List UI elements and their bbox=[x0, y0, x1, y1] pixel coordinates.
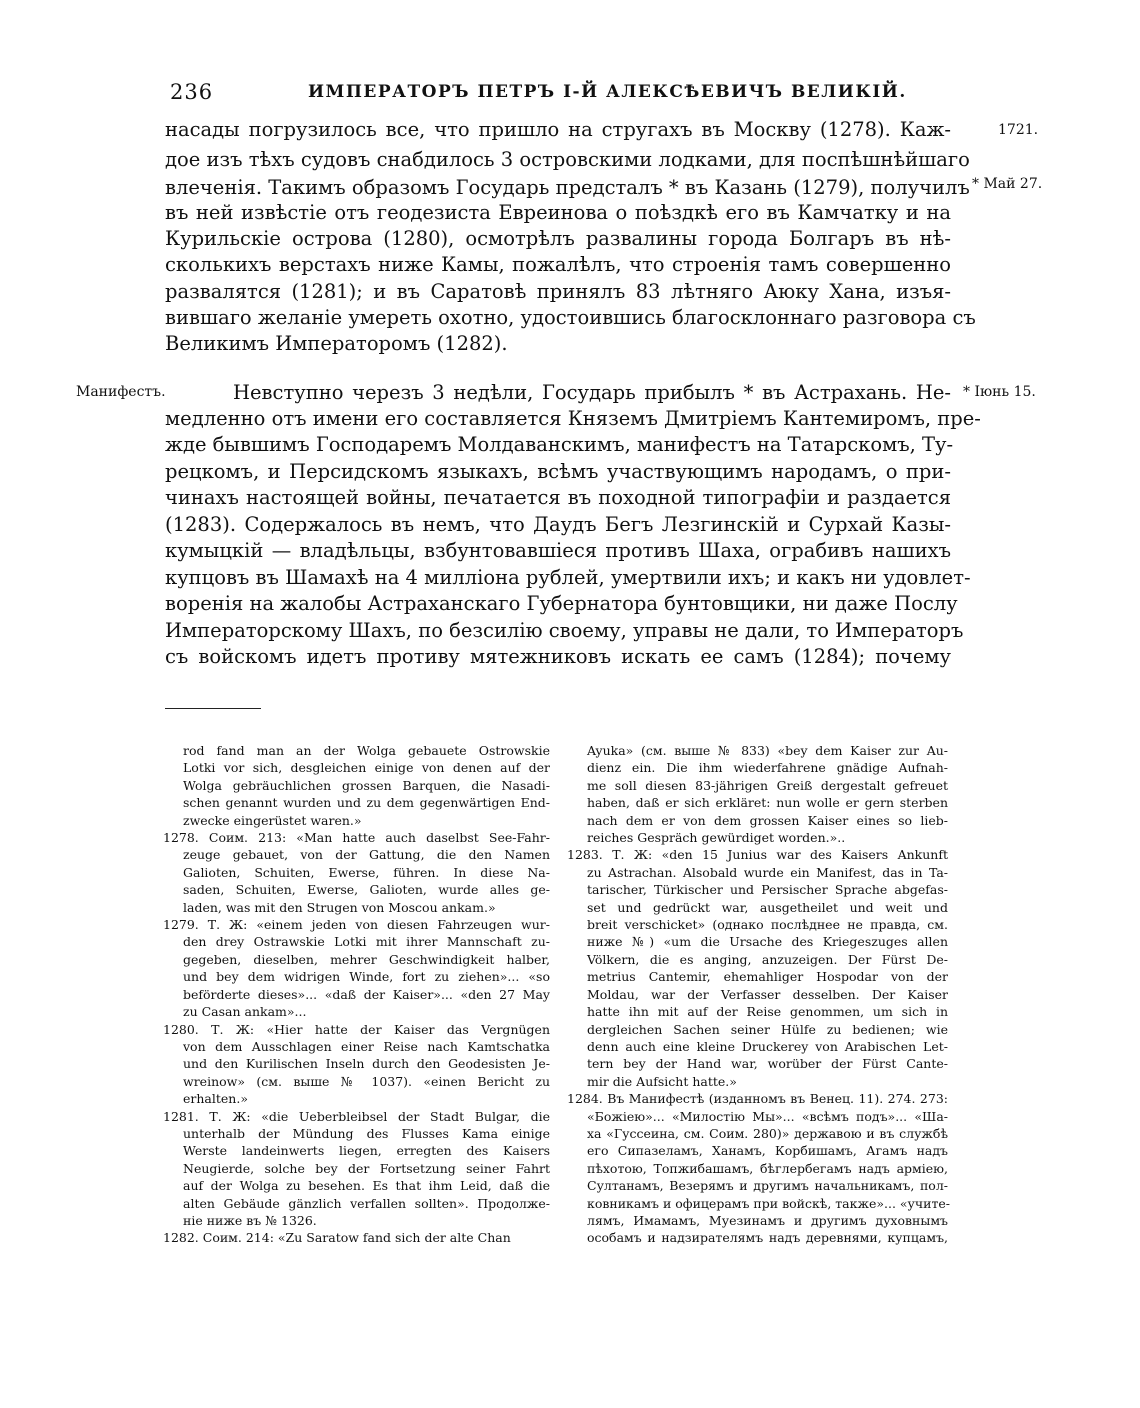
main-text-line: жде бывшимъ Господаремъ Молдаванскимъ, манифестъ на Татарскомъ, Ту- bbox=[165, 433, 954, 456]
footnote-line: «Божіею»... «Милостію Мы»... «всѣмъ подъ»... «Ша- bbox=[587, 1108, 948, 1124]
footnote-line: dergleichen Sachen seiner Hülfe zu bedienen; wie bbox=[587, 1021, 948, 1037]
footnote-line: его Сипазеламъ, Ханамъ, Корбишамъ, Агамъ надъ bbox=[587, 1143, 948, 1159]
footnote-line: dienz ein. Die ihm wiederfahrene gnädige Aufnah- bbox=[587, 760, 948, 776]
footnote-line: gegeben, dieselben, mehrer Geschwindigkeit halber, bbox=[183, 951, 550, 967]
footnote-line: 1283. Т. Ж: «den 15 Junius war des Kaisers Ankunft bbox=[567, 847, 948, 863]
footnote-line: laden, was mit den Strugen von Moscou ankam.» bbox=[183, 899, 496, 915]
footnote-line: saden, Schuiten, Ewerse, Galioten, wurde alles ge- bbox=[183, 882, 550, 898]
footnote-line: den drey Ostrawskie Lotki mit ihrer Mannschaft zu- bbox=[183, 934, 550, 950]
footnote-line: особамъ и надзирателямъ надъ деревнями, купцамъ, bbox=[587, 1230, 948, 1246]
footnote-line: Ayuka» (см. выше № 833) «bey dem Kaiser zur Au- bbox=[587, 743, 948, 758]
footnote-line: und den Kurilischen Inseln durch den Geodesisten Je- bbox=[183, 1056, 550, 1072]
footnote-line: zwecke eingerüstet waren.» bbox=[183, 812, 362, 828]
footnote-line: auf der Wolga zu besehen. Es that ihm Leid, daß die bbox=[183, 1178, 550, 1194]
footnote-line: breit verschicket» (однако послѣднее не правда, см. bbox=[587, 917, 948, 933]
footnote-line: schen genannt wurden und zu dem gegenwärtigen End- bbox=[183, 795, 550, 811]
main-text-line: сколькихъ верстахъ ниже Камы, пожалѣлъ, что строенія тамъ совершенно bbox=[165, 253, 951, 276]
main-text-line: дое изъ тѣхъ судовъ снабдилось 3 островскими лодками, для поспѣшнѣйшаго bbox=[165, 148, 970, 171]
margin-manifest-label: Манифестъ. bbox=[76, 384, 166, 400]
main-text-line: влеченія. Такимъ образомъ Государь предсталъ * въ Казань (1279), получилъ bbox=[165, 176, 970, 199]
footnote-line: unterhalb der Mündung des Flusses Kama einige bbox=[183, 1125, 550, 1141]
main-text-line: съ войскомъ идетъ противу мятежниковъ искать ее самъ (1284); почему bbox=[165, 645, 951, 668]
footnote-line: denn auch eine kleine Druckerey von Arabischen Let- bbox=[587, 1038, 948, 1054]
footnote-line: 1279. Т. Ж: «einem jeden von diesen Fahrzeugen wur- bbox=[163, 917, 550, 933]
footnote-line: set und gedrückt war, ausgetheilet und weit und bbox=[587, 899, 948, 915]
footnote-line: nach dem er von dem grossen Kaiser eines so lieb- bbox=[587, 812, 948, 828]
main-text-line: Курильскіе острова (1280), осмотрѣлъ развалины города Болгаръ въ нѣ- bbox=[165, 227, 951, 250]
main-text-line: чинахъ настоящей войны, печатается въ походной типографіи и раздается bbox=[165, 486, 951, 509]
main-text-line: развалятся (1281); и въ Саратовѣ принялъ 83 лѣтняго Аюку Хана, изъя- bbox=[165, 280, 951, 303]
footnote-line: Werste landeinwerts liegen, erregten des Kaisers bbox=[183, 1143, 550, 1159]
running-title: ИМПЕРАТОРЪ ПЕТРЪ I-Й АЛЕКСѢЕВИЧЪ ВЕЛИКІЙ. bbox=[308, 82, 907, 102]
footnote-line: ниже №) «um die Ursache des Kriegeszuges allen bbox=[587, 934, 948, 950]
footnote-line: zu Astrachan. Alsobald wurde ein Manifest, das in Ta- bbox=[587, 864, 948, 880]
footnote-line: 1281. Т. Ж: «die Ueberbleibsel der Stadt Bulgar, die bbox=[163, 1108, 550, 1124]
footnotes-left-column bbox=[163, 742, 550, 1247]
main-text-line: Императорскому Шахъ, по безсилію своему, управы не дали, то Императоръ bbox=[165, 619, 964, 642]
footnote-line: tarischer, Türkischer und Persischer Sprache abgefas- bbox=[587, 882, 948, 898]
footnote-line: beförderte dieses»... «daß der Kaiser»... «den 27 May bbox=[183, 986, 550, 1002]
footnote-line: Lotki vor sich, desgleichen einige von denen auf der bbox=[183, 760, 550, 776]
footnote-line: Султанамъ, Везерямъ и другимъ начальникамъ, пол- bbox=[587, 1178, 948, 1194]
main-text-line: (1283). Содержалось въ немъ, что Даудъ Бегъ Лезгинскій и Сурхай Казы- bbox=[165, 513, 951, 536]
footnote-line: лямъ, Имамамъ, Муезинамъ и другимъ духовнымъ bbox=[587, 1212, 948, 1228]
margin-date-may: * Май 27. bbox=[972, 176, 1043, 192]
footnote-line: rod fand man an der Wolga gebauete Ostrowskie bbox=[183, 743, 550, 758]
main-text-line: кумыцкій — владѣльцы, взбунтовавшіеся противъ Шаха, ограбивъ нашихъ bbox=[165, 539, 951, 562]
footnote-line: Moldau, war der Verfasser desselben. Der Kaiser bbox=[587, 986, 948, 1002]
main-text-line: Невступно черезъ 3 недѣли, Государь прибылъ * въ Астрахань. Не- bbox=[233, 381, 951, 404]
footnote-line: ніе ниже въ № 1326. bbox=[183, 1212, 317, 1228]
main-text-line: медленно отъ имени его составляется Княземъ Дмитріемъ Кантемиромъ, пре- bbox=[165, 407, 981, 430]
footnote-line: 1280. Т. Ж: «Hier hatte der Kaiser das Vergnügen bbox=[163, 1021, 550, 1037]
main-text-line: рецкомъ, и Персидскомъ языкахъ, всѣмъ участвующимъ народамъ, о при- bbox=[165, 460, 951, 483]
footnotes-right-column bbox=[567, 742, 951, 1247]
footnote-line: Wolga gebräuchlichen grossen Barquen, die Nasadi- bbox=[183, 777, 550, 793]
footnote-line: mir die Aufsicht hatte.» bbox=[587, 1073, 737, 1089]
main-text-line: въ ней извѣстіе отъ геодезиста Евреинова о поѣздкѣ его въ Камчатку и на bbox=[165, 201, 951, 224]
footnote-line: ха «Гуссеина, см. Соим. 280)» державою и въ службѣ bbox=[587, 1125, 948, 1141]
footnote-line: alten Gebäude gänzlich verfallen sollten». Продолже- bbox=[183, 1195, 550, 1211]
main-text-line: насады погрузилось все, что пришло на стругахъ въ Москву (1278). Каж- bbox=[165, 118, 951, 141]
footnote-line: metrius Cantemir, ehemahliger Hospodar von der bbox=[587, 969, 948, 985]
footnote-line: erhalten.» bbox=[183, 1091, 248, 1107]
footnote-line: reiches Gespräch gewürdiget worden.».. bbox=[587, 830, 846, 846]
margin-date-june: * Іюнь 15. bbox=[963, 384, 1036, 400]
footnote-line: 1282. Соим. 214: «Zu Saratow fand sich der alte Chan bbox=[163, 1230, 511, 1246]
footnote-line: Neugierde, solche bey der Fortsetzung seiner Fahrt bbox=[183, 1160, 550, 1176]
page-number: 236 bbox=[170, 80, 214, 104]
main-text-line: вившаго желаніе умереть охотно, удостоившись благосклоннаго разговора съ bbox=[165, 306, 976, 329]
main-text-line: купцовъ въ Шамахѣ на 4 милліона рублей, умертвили ихъ; и какъ ни удовлет- bbox=[165, 566, 971, 589]
footnote-line: 1278. Соим. 213: «Man hatte auch daselbst See-Fahr- bbox=[163, 830, 550, 846]
main-text-line: воренія на жалобы Астраханскаго Губернатора бунтовщики, ни даже Послу bbox=[165, 592, 958, 615]
footnote-line: hatte ihn mit auf der Reise genommen, um sich in bbox=[587, 1004, 948, 1020]
footnote-line: tern bey der Hand war, worüber der Fürst Cante- bbox=[587, 1056, 948, 1072]
footnote-line: zeuge gebauet, von der Gattung, die den Namen bbox=[183, 847, 550, 863]
footnote-line: me soll diesen 83-jährigen Greiß dergestalt gefreuet bbox=[587, 777, 948, 793]
footnote-separator-rule bbox=[165, 708, 261, 709]
footnote-line: ковникамъ и офицерамъ при войскѣ, также»... «учите- bbox=[587, 1195, 951, 1211]
footnote-line: von dem Ausschlagen einer Reise nach Kamtschatka bbox=[183, 1038, 550, 1054]
footnote-line: Völkern, die es anging, anzuzeigen. Der Fürst De- bbox=[587, 951, 948, 967]
footnote-line: zu Casan ankam»... bbox=[183, 1004, 307, 1020]
footnote-line: пѣхотою, Топжибашамъ, бѣглербегамъ надъ арміею, bbox=[587, 1160, 948, 1176]
footnote-line: 1284. Въ Манифестѣ (изданномъ въ Венец. 11). 274. 273: bbox=[567, 1091, 948, 1107]
footnote-line: wreinow» (см. выше № 1037). «einen Bericht zu bbox=[183, 1073, 550, 1089]
margin-year: 1721. bbox=[998, 122, 1039, 138]
footnote-line: haben, daß er sich erkläret: nun wolle er gern sterben bbox=[587, 795, 948, 811]
footnote-line: Galioten, Schuiten, Ewerse, führen. In diese Na- bbox=[183, 864, 550, 880]
footnote-line: und bey dem widrigen Winde, fort zu ziehen»... «so bbox=[183, 969, 550, 985]
main-text-line: Великимъ Императоромъ (1282). bbox=[165, 332, 508, 355]
